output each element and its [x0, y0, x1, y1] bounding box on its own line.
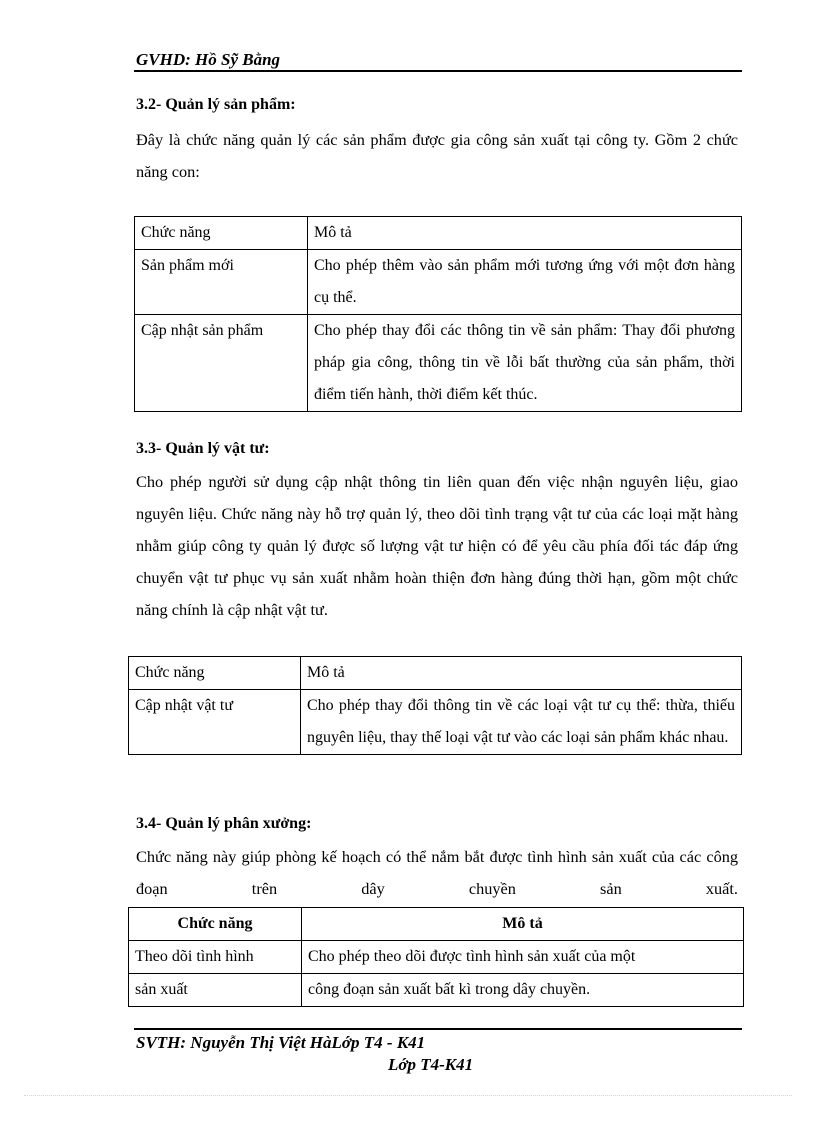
section-3-2-heading: 3.2- Quản lý sản phẩm: [136, 96, 296, 113]
table-cell-function: Theo dõi tình hình [129, 941, 302, 974]
header-rule [134, 70, 742, 72]
table-header-function: Chức năng [129, 657, 301, 690]
section-3-3-heading: 3.3- Quản lý vật tư: [136, 440, 270, 457]
section-3-4-heading: 3.4- Quản lý phân xưởng: [136, 815, 312, 832]
table-row [129, 974, 744, 1007]
table-cell-function: Cập nhật vật tư [129, 690, 301, 755]
table-cell-description: công đoạn sản xuất bất kì trong dây chuyền. [302, 974, 744, 1007]
table-cell-function: Cập nhật sản phẩm [135, 315, 308, 412]
table-header-description: Mô tả [301, 657, 742, 690]
section-3-3-table [128, 656, 742, 755]
page-footer-class: Lớp T4-K41 [388, 1055, 474, 1074]
table-header-row [135, 217, 742, 250]
table-cell-description: Cho phép thêm vào sản phẩm mới tương ứng với một đơn hàng cụ thể. [308, 250, 742, 315]
table-header-function: Chức năng [135, 217, 308, 250]
table-row [129, 941, 744, 974]
page-header: GVHD: Hồ Sỹ Bằng [136, 50, 281, 69]
section-3-4-table [128, 907, 744, 1007]
table-row [135, 250, 742, 315]
table-header-function: Chức năng [129, 908, 302, 941]
section-3-2-table [134, 216, 742, 412]
table-header-row [129, 908, 744, 941]
section-3-4-paragraph: Chức năng này giúp phòng kế hoạch có thể nắm bắt được tình hình sản xuất của các công đoạn trên dây chuyền sản xuất. [136, 847, 738, 898]
table-row [129, 690, 742, 755]
table-header-row [129, 657, 742, 690]
page-bottom-divider [24, 1095, 792, 1096]
table-cell-description: Cho phép thay đổi thông tin về các loại vật tư cụ thể: thừa, thiếu nguyên liệu, thay thế loại vật tư vào các loại sản phẩm khác nhau. [301, 690, 742, 755]
table-header-description: Mô tả [302, 908, 744, 941]
table-cell-description: Cho phép thay đổi các thông tin về sản phẩm: Thay đổi phương pháp gia công, thông tin về lỗi bất thường của sản phẩm, thời điểm tiến hành, thời điểm kết thúc. [308, 315, 742, 412]
section-3-3-paragraph: Cho phép người sử dụng cập nhật thông tin liên quan đến việc nhận nguyên liệu, giao nguyên liệu. Chức năng này hỗ trợ quản lý, theo dõi tình trạng vật tư của các loại mặt hàng nhằm giúp công ty quản lý được số lượng vật tư hiện có để yêu cầu phía đối tác đáp ứng chuyển vật tư phục vụ sản xuất nhằm hoàn thiện đơn hàng đúng thời hạn, gồm một chức năng chính là cập nhật vật tư. [136, 472, 738, 619]
page-footer-author: SVTH: Nguyễn Thị Việt HàLớp T4 - K41 [136, 1033, 426, 1052]
table-cell-function: Sản phẩm mới [135, 250, 308, 315]
footer-rule [134, 1028, 742, 1030]
table-header-description: Mô tả [308, 217, 742, 250]
table-cell-function: sản xuất [129, 974, 302, 1007]
table-row [135, 315, 742, 412]
section-3-2-paragraph: Đây là chức năng quản lý các sản phẩm được gia công sản xuất tại công ty. Gồm 2 chức năng con: [136, 130, 738, 181]
table-cell-description: Cho phép theo dõi được tình hình sản xuất của một [302, 941, 744, 974]
